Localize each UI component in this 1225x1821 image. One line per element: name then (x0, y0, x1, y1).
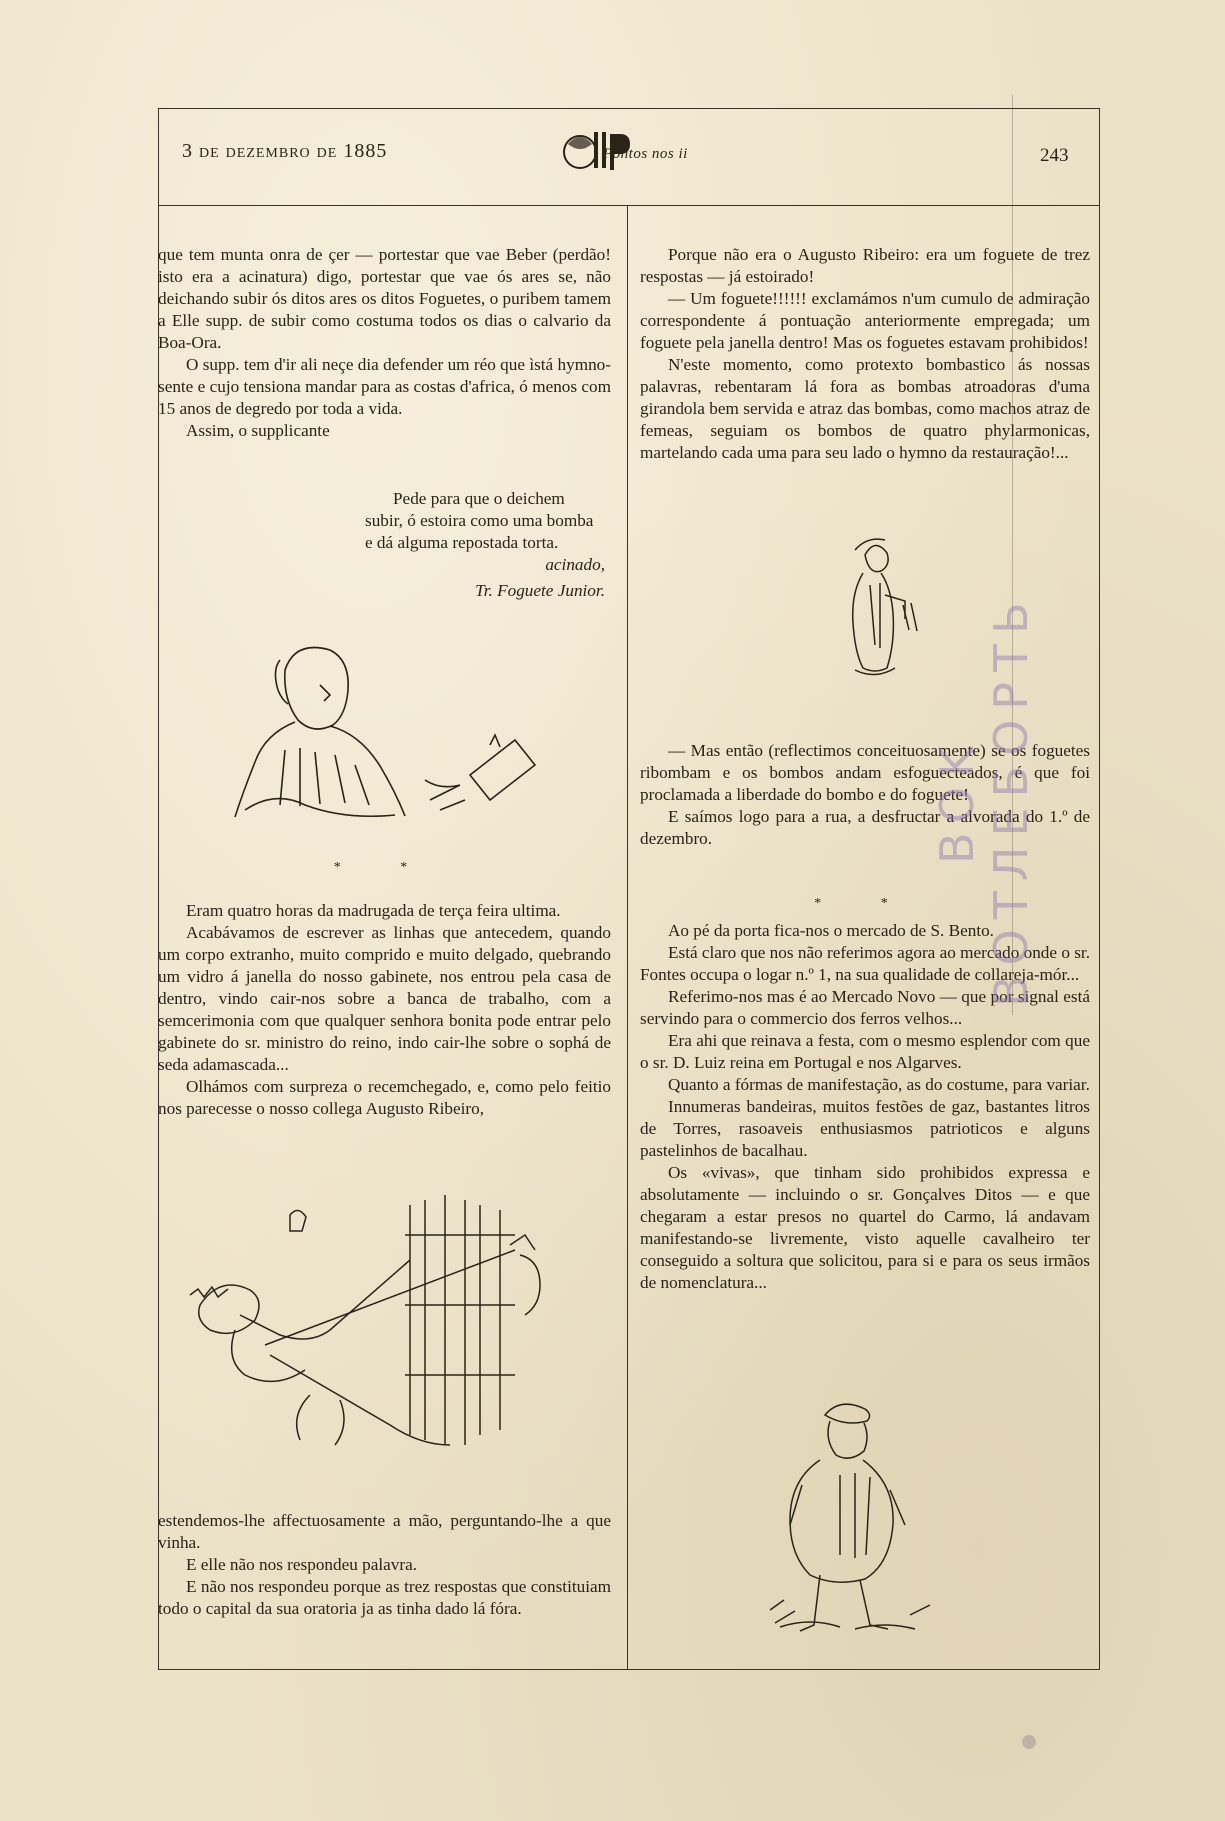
right-paragraph-10: Quanto a fórmas de manifestação, as do costume, para variar. (668, 1075, 1090, 1094)
masthead-title: Pontos nos ii (603, 146, 688, 162)
page-number: 243 (1040, 145, 1069, 166)
illustration-man-walking (760, 1395, 960, 1655)
right-paragraph-3: N'este momento, como protexto bombastico ás nossas palavras, rebentaram lá fora as bombas atroadoras d'uma girandola bem servida e atraz das bombas, como machos atraz de femeas, seguiam os bombos de quatro phylarmonicas, martelando cada uma para seu lado o hymno da restauração!... (640, 355, 1090, 462)
left-stars (158, 857, 611, 879)
right-paragraph-12: Os «vivas», que tinham sido prohibidos expressa e absolutamente — incluindo o sr. Gonçalves Ditos — e que chegaram a estar presos no quartel do Carmo, lá andavam manifestando-se livremente, visto aquelle cavalheiro ter conseguido a soltura que solicitou, para si e para os seus irmãos de nomenclatura... (640, 1163, 1090, 1292)
right-paragraph-2: — Um foguete!!!!!! exclamámos n'um cumulo de admiração correspondente á pontuação anteriormente empregada; um foguete pela janella dentro! Mas os foguetes estavam prohibidos! (640, 289, 1090, 352)
signature: Tr. Foguete Junior. (475, 581, 605, 600)
left-paragraph-4: Eram quatro horas da madrugada de terça feira ultima. (186, 901, 561, 920)
right-paragraph-1: Porque não era o Augusto Ribeiro: era um foguete de trez respostas — já estoirado! (640, 245, 1090, 286)
column-rule (627, 205, 628, 1670)
left-column-middle (158, 900, 611, 1120)
left-column-top (158, 244, 611, 442)
ink-spot (1022, 1735, 1036, 1749)
issue-date: 3 de dezembro de 1885 (182, 140, 388, 162)
petition-text: Pede para que o deichem subir, ó estoira como uma bomba e dá alguma repostada torta. (365, 489, 594, 552)
left-paragraph-5: Acabávamos de escrever as linhas que antecedem, quando um corpo extranho, muito comprido e muito delgado, quebrando um vidro á janella do nosso gabinete, nos entrou pela casa de dentro, vindo cair-nos sobre a banca de trabalho, com a semcerimonia com que qualquer senhora bonita pode entrar pelo gabinete do sr. ministro do reino, indo cair-lhe sobre o sophá de seda adamascada... (158, 923, 611, 1074)
left-paragraph-8: E elle não nos respondeu palavra. (186, 1555, 417, 1574)
right-paragraph-4: — Mas então (reflectimos conceituosamente) se os foguetes ribombam e os bombos andam esfoguecteados, é que foi proclamada a liberdade do bombo e do foguete! (640, 741, 1090, 804)
header-rule (158, 205, 1100, 206)
section-stars-left: * * (333, 860, 436, 875)
illustration-reading-man (225, 630, 555, 845)
right-paragraph-6: Ao pé da porta fica-nos o mercado de S. Bento. (668, 921, 994, 940)
left-paragraph-6: Olhámos com surpreza o recemchegado, e, como pelo feitio nos parecesse o nosso collega Augusto Ribeiro, (158, 1077, 611, 1118)
section-stars-right: * * (814, 896, 916, 911)
right-paragraph-5: E saímos logo para a rua, a desfructar a alvorada do 1.º de dezembro. (640, 807, 1090, 848)
petition-block (365, 488, 605, 602)
right-paragraph-7: Está claro que nos não referimos agora ao mercado onde o sr. Fontes occupa o logar n.º 1, na sua qualidade de collareja-mór... (640, 943, 1090, 984)
left-paragraph-1: que tem munta onra de çer — portestar que vae Beber (perdão! isto era a acinatura) digo, portestar que vae ós ares se, não deichando subir ós ditos ares os ditos Foguetes, o puribem tamem a Elle supp. de subir como costuma todos os dias o calvario da Boa-Ora. (158, 245, 611, 352)
right-column-top (640, 244, 1090, 464)
left-column-bottom (158, 1510, 611, 1620)
left-paragraph-7: estendemos-lhe affectuosamente a mão, perguntando-lhe a que vinha. (158, 1511, 611, 1552)
right-paragraph-11: Innumeras bandeiras, muitos festões de gaz, bastantes litros de Torres, rasoaveis enthusiasmos patrioticos e alguns pastelinhos de bacalhau. (640, 1097, 1090, 1160)
right-paragraph-8: Referimo-nos mas é ao Mercado Novo — que por signal está servindo para o commercio dos ferros velhos... (640, 987, 1090, 1028)
illustration-rocket-window (180, 1195, 610, 1495)
signoff: acinado, (545, 555, 605, 574)
left-paragraph-3: Assim, o supplicante (186, 421, 330, 440)
left-paragraph-9: E não nos respondeu porque as trez respostas que constituiam todo o capital da sua oratoria ja as tinha dado lá fóra. (158, 1577, 611, 1618)
illustration-small-figure (825, 535, 935, 685)
right-paragraph-9: Era ahi que reinava a festa, com o mesmo esplendor com que o sr. D. Luiz reina em Portugal e nos Algarves. (640, 1031, 1090, 1072)
left-paragraph-2: O supp. tem d'ir ali neçe dia defender um réo que ìstá hymno-sente e cujo tensiona mandar para as costas d'africa, ó menos com 15 anos de degredo por toda a vida. (158, 355, 611, 418)
library-stamp: BOK ВОТЛЕБОРТЬ (930, 592, 1038, 1008)
